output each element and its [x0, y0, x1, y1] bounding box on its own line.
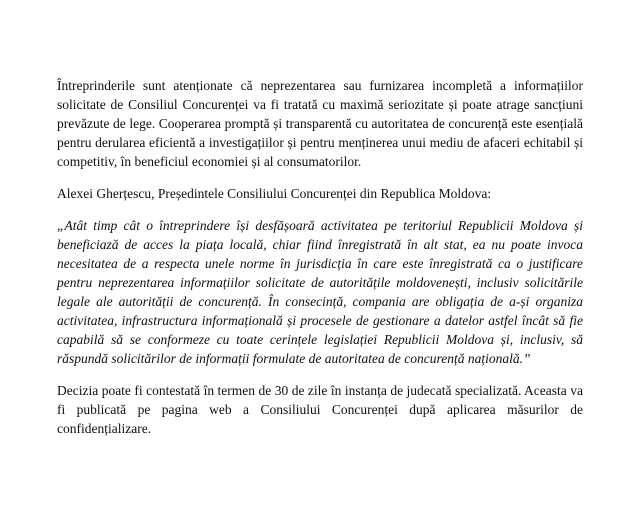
paragraph-decision: Decizia poate fi contestată în termen de 30 de zile în instanța de judecată specializată. Aceasta va fi publicată pe pagina web a Consiliului Concurenței după aplicarea măsurilor de confidențializare.: [57, 383, 583, 436]
paragraph-quote: „Atât timp cât o întreprindere își desfășoară activitatea pe teritoriul Republicii Moldova și beneficiază de acces la piața locală, chiar fiind înregistrată în alt stat, ea nu poate invoca necesitatea de a respecta unele norme în jurisdicția în care este înregistrată ca o justificare pentru neprezentarea informațiilor solicitate de autoritățile moldovenești, inclusiv solicitările legale ale autorității de concurență. În consecință, compania are obligația de a-și organiza activitatea, infrastructura informațională și procesele de gestionare a datelor astfel încât să fie capabilă să se conformeze cu toate cerințele legislației Republicii Moldova și, inclusiv, să răspundă solicitărilor de informații formulate de autoritatea de concurență națională.”: [57, 218, 583, 366]
paragraph-speaker-intro: Alexei Gherțescu, Președintele Consiliului Concurenței din Republica Moldova:: [57, 186, 492, 201]
document-content: [57, 76, 583, 438]
paragraph-warning: Întreprinderile sunt atenționate că neprezentarea sau furnizarea incompletă a informațiilor solicitate de Consiliul Concurenței va fi tratată cu maximă seriozitate și poate atrage sancțiuni prevăzute de lege. Cooperarea promptă și transparentă cu autoritatea de concurență este esențială pentru derularea eficientă a investigațiilor și pentru menținerea unui mediu de afaceri echitabil și competitiv, în beneficiul economiei și al consumatorilor.: [57, 78, 583, 169]
